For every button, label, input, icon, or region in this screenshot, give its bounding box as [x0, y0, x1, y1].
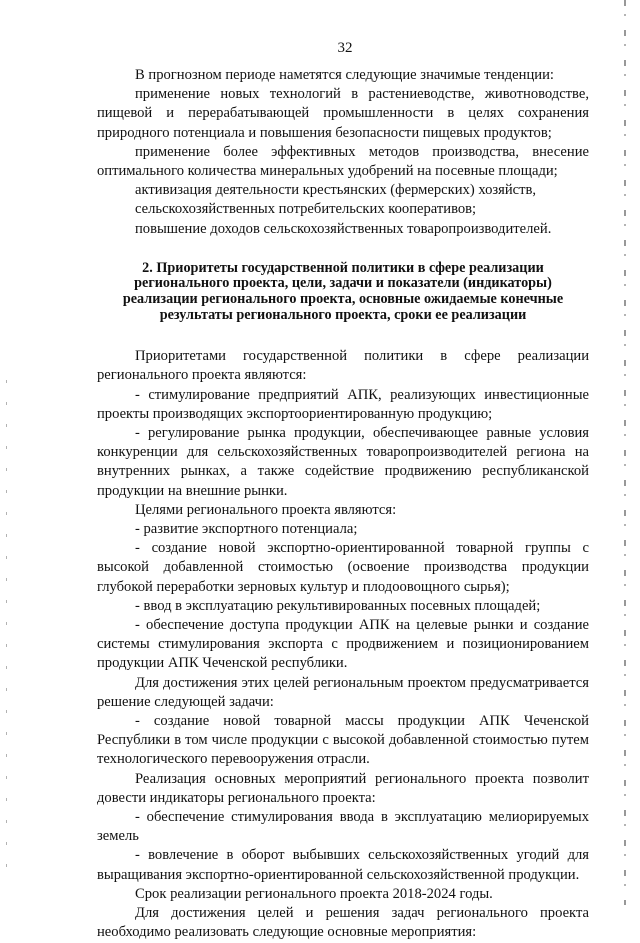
- scan-edge-left: [6, 380, 7, 880]
- priorities-lead: Приоритетами государственной политики в сфере реализации регионального проекта являются:: [97, 348, 589, 384]
- trend-item: активизация деятельности крестьянских (фермерских) хозяйств,: [135, 182, 537, 199]
- section-heading: 2. Приоритеты государственной политики в сфере реализации регионального проекта, цели, задачи и показатели (индикаторы) реализации регионального проекта, основные ожидаемые конечные результаты регионального проекта, сроки ее реализации: [122, 259, 564, 323]
- indicator-item: - обеспечение стимулирования ввода в эксплуатацию мелиорируемых земель: [97, 809, 589, 845]
- closing-paragraph: Для достижения целей и решения задач регионального проекта необходимо реализовать следующие основные мероприятия:: [97, 905, 589, 941]
- indicator-item: - вовлечение в оборот выбывших сельскохозяйственных угодий для выращивания экспортно-ориентированной сельскохозяйственной продукции.: [97, 847, 589, 883]
- trend-item: повышение доходов сельскохозяйственных товаропроизводителей.: [135, 220, 552, 237]
- goal-item: - обеспечение доступа продукции АПК на целевые рынки и создание системы стимулирования экспорта с продвижением и позиционированием продукции АПК Чеченской республики.: [97, 617, 589, 672]
- goal-item: - создание новой экспортно-ориентированной товарной группы с высокой добавленной стоимостью (освоение производства продукции глубокой переработки зерновых культур и плодоовощного сырья);: [97, 540, 589, 595]
- scan-edge-right: [624, 0, 626, 905]
- indicators-lead: Реализация основных мероприятий регионального проекта позволит довести индикаторы регионального проекта:: [97, 770, 589, 806]
- goals-lead: Целями регионального проекта являются:: [135, 501, 397, 518]
- task-lead: Для достижения этих целей региональным проектом предусматривается решение следующей задачи:: [97, 674, 589, 710]
- document-body: [97, 66, 589, 943]
- priority-item: - стимулирование предприятий АПК, реализующих инвестиционные проекты производящих экспортоориентированную продукцию;: [97, 386, 589, 422]
- priority-item: - регулирование рынка продукции, обеспечивающее равные условия конкуренции для сельскохозяйственных товаропроизводителей региона на внутренних рынках, а также содействие продвижению республиканской продукции на внешние рынки.: [97, 425, 589, 499]
- intro-lead: В прогнозном периоде наметятся следующие значимые тенденции:: [135, 67, 554, 83]
- goal-item: - ввод в эксплуатацию рекультивированных посевных площадей;: [135, 597, 541, 614]
- page-number: 32: [337, 40, 353, 56]
- project-term: Срок реализации регионального проекта 2018-2024 годы.: [135, 885, 493, 902]
- goal-item: - развитие экспортного потенциала;: [135, 521, 358, 538]
- trend-item: применение более эффективных методов производства, внесение оптимального количества минеральных удобрений на посевные площади;: [97, 143, 589, 180]
- task-item: - создание новой товарной массы продукции АПК Чеченской Республики в том числе продукции с высокой добавленной стоимостью путем технологического перевооружения отрасли.: [97, 713, 589, 768]
- trend-item: применение новых технологий в растениеводстве, животноводстве, пищевой и перерабатывающей промышленности в целях сохранения природного потенциала и повышения безопасности пищевых продуктов;: [97, 86, 589, 141]
- trend-item: сельскохозяйственных потребительских кооперативов;: [135, 201, 477, 218]
